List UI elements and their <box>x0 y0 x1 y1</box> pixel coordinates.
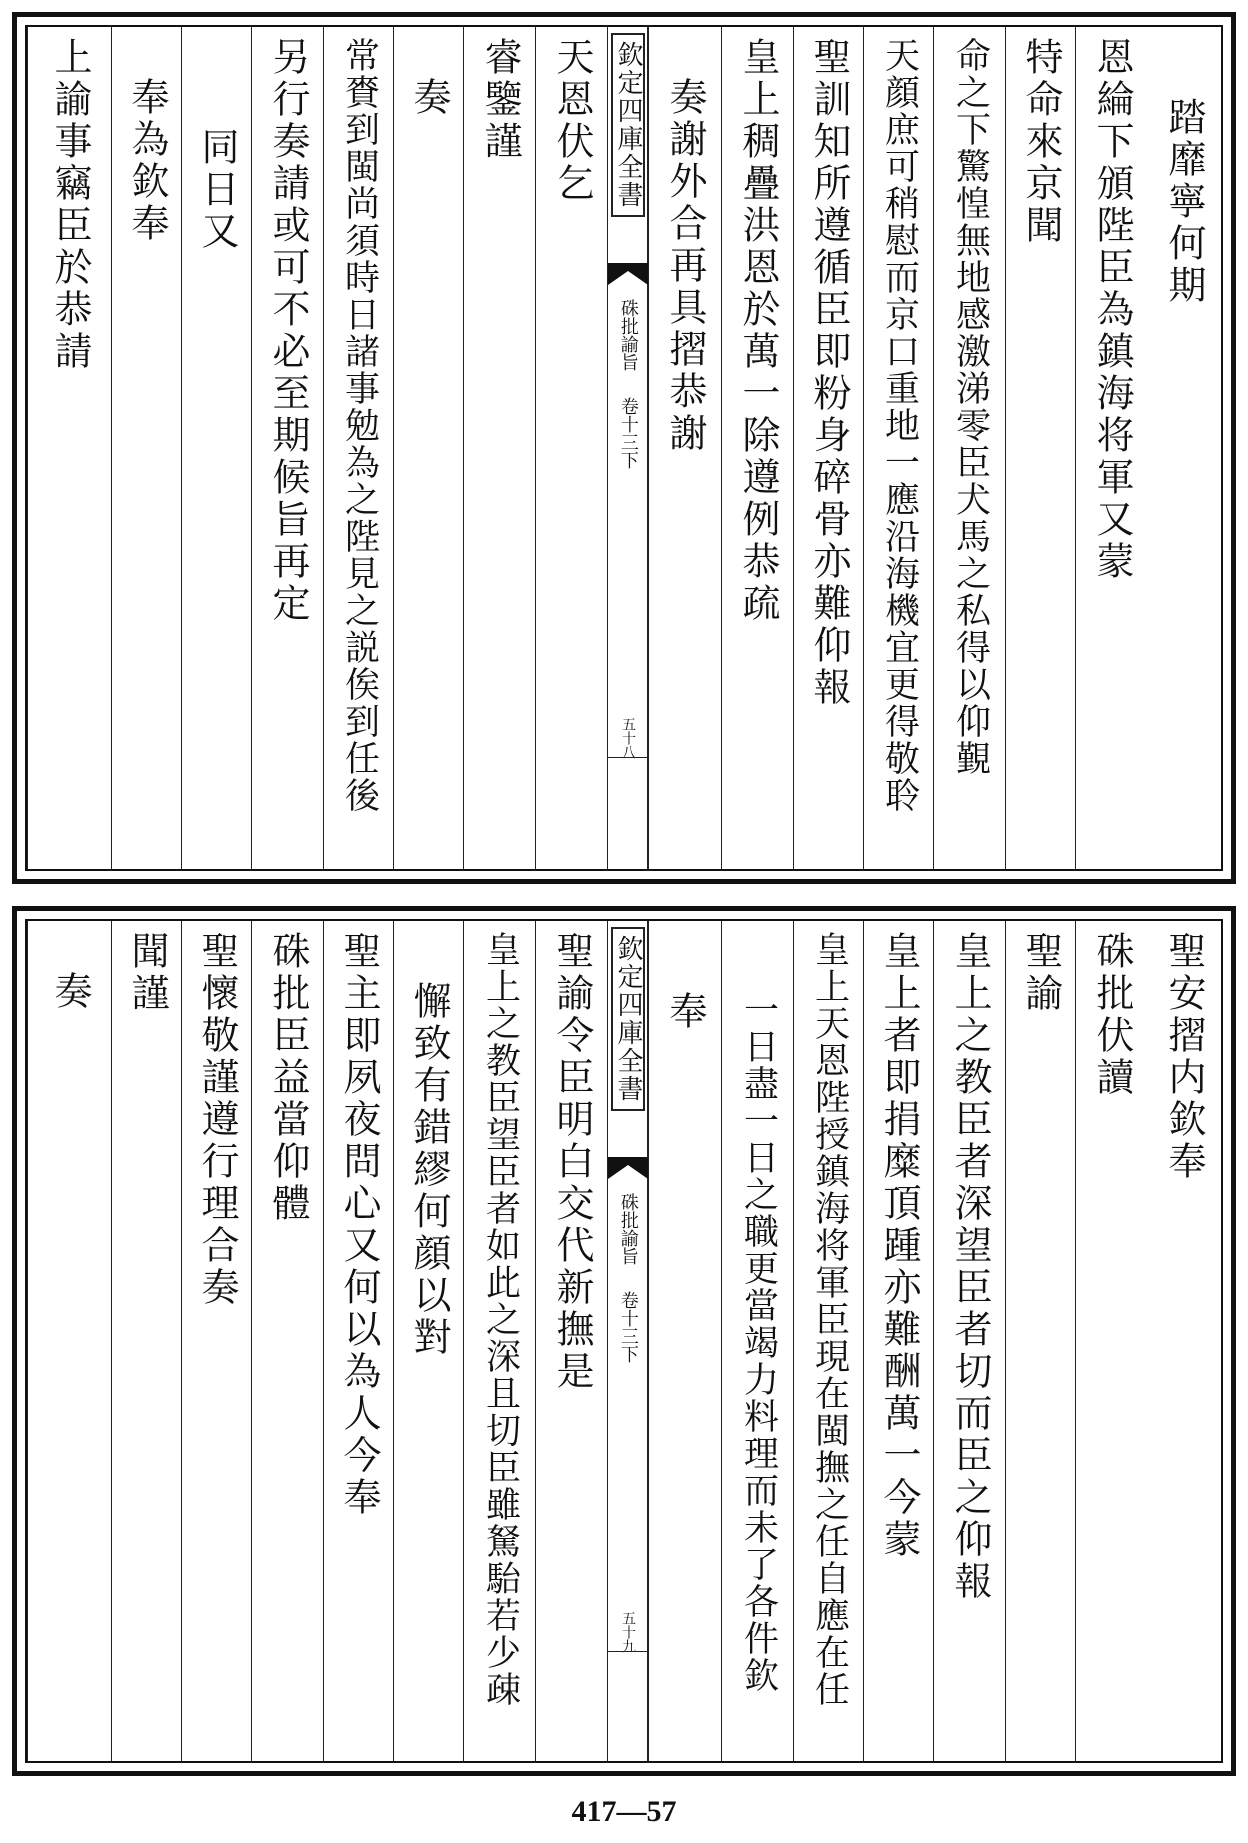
column-text: 奉為欽奉 <box>125 77 169 245</box>
column-text: 懈致有錯繆何顔以對 <box>407 981 451 1359</box>
column-12 <box>323 921 394 1761</box>
column-text: 聖主即夙夜問心又何以為人今奉 <box>337 931 381 1519</box>
column-2 <box>1075 27 1148 869</box>
column-text: 踏靡寧何期 <box>1162 97 1206 307</box>
column-6 <box>793 27 864 869</box>
column-text: 睿鑒謹 <box>478 37 522 163</box>
column-8 <box>647 921 722 1761</box>
column-text: 聖安摺内欽奉 <box>1162 931 1206 1183</box>
column-14 <box>181 27 252 869</box>
column-2 <box>1075 921 1148 1761</box>
volume-label: 卷十三下 <box>617 1291 639 1363</box>
column-6 <box>793 921 864 1761</box>
column-4 <box>933 27 1006 869</box>
column-14 <box>181 921 252 1761</box>
column-1 <box>1147 921 1221 1761</box>
column-text: 皇上之教臣者深望臣者切而臣之仰報 <box>948 931 992 1603</box>
column-11 <box>393 921 464 1761</box>
column-7 <box>721 27 794 869</box>
volume-label: 卷十三下 <box>617 397 639 469</box>
column-text: 聖訓知所遵循臣即粉身碎骨亦難仰報 <box>807 37 851 709</box>
column-1 <box>1147 27 1221 869</box>
column-text: 天顔庶可稍慰而京口重地一應沿海機宜更得敬聆 <box>879 37 920 814</box>
column-13 <box>251 921 324 1761</box>
column-text: 聖諭 <box>1019 931 1063 1015</box>
column-text: 皇上天恩陛授鎮海将軍臣現在閩撫之任自應在任 <box>809 931 850 1708</box>
column-text: 一日盡一日之職更當竭力料理而未了各件欽 <box>738 991 779 1694</box>
column-16 <box>27 27 112 869</box>
fish-tail-mark <box>608 263 648 285</box>
column-15 <box>111 921 182 1761</box>
column-text: 奏 <box>48 971 92 1013</box>
column-text: 皇上稠疊洪恩於萬一除遵例恭疏 <box>736 37 780 625</box>
column-text: 命之下驚惶無地感激涕零臣犬馬之私得以仰覲 <box>950 37 991 777</box>
column-5 <box>863 921 934 1761</box>
folio-number: 五十八 <box>620 717 636 759</box>
column-text: 奉 <box>663 991 707 1033</box>
column-12 <box>323 27 394 869</box>
column-text: 皇上者即捐糜頂踵亦難酬萬一今蒙 <box>877 931 921 1561</box>
column-text: 上諭事竊臣於恭請 <box>48 37 92 373</box>
column-text: 聞謹 <box>125 931 169 1015</box>
center-fold <box>607 27 649 869</box>
page-number: 417—57 <box>571 1795 677 1828</box>
column-9 <box>535 27 608 869</box>
center-fold <box>607 921 649 1761</box>
column-text: 聖諭令臣明白交代新撫是 <box>550 931 594 1393</box>
folio-number: 五十九 <box>620 1611 636 1653</box>
section-title: 硃批諭旨 <box>617 299 639 371</box>
column-text: 同日又 <box>195 127 239 253</box>
column-text: 另行奏請或可不必至期候旨再定 <box>266 37 310 625</box>
column-10 <box>463 27 536 869</box>
column-15 <box>111 27 182 869</box>
folio-rule <box>608 1651 648 1652</box>
column-4 <box>933 921 1006 1761</box>
column-16 <box>27 921 112 1761</box>
fish-tail-mark <box>608 1157 648 1179</box>
column-8 <box>647 27 722 869</box>
column-10 <box>463 921 536 1761</box>
column-text: 皇上之教臣望臣者如此之深且切臣雖駑駘若少疎 <box>480 931 521 1708</box>
column-text: 特命來京聞 <box>1019 37 1063 247</box>
top-page <box>12 12 1236 884</box>
book-title: 欽定四庫全書 <box>611 927 645 1111</box>
column-text: 奏謝外合再具摺恭謝 <box>663 77 707 455</box>
column-text: 硃批伏讀 <box>1090 931 1134 1099</box>
column-text: 恩綸下頒陛臣為鎮海将軍又蒙 <box>1090 37 1134 583</box>
folio-rule <box>608 757 648 758</box>
column-13 <box>251 27 324 869</box>
column-11 <box>393 27 464 869</box>
section-title: 硃批諭旨 <box>617 1193 639 1265</box>
book-title: 欽定四庫全書 <box>611 33 645 217</box>
column-9 <box>535 921 608 1761</box>
bottom-page <box>12 906 1236 1776</box>
column-3 <box>1005 921 1076 1761</box>
column-text: 硃批臣益當仰體 <box>266 931 310 1225</box>
column-text: 聖懷敬謹遵行理合奏 <box>195 931 239 1309</box>
column-text: 常賚到閩尚須時日諸事勉為之陛見之説俟到任後 <box>339 37 380 814</box>
column-7 <box>721 921 794 1761</box>
top-page-frame <box>25 25 1223 871</box>
column-text: 天恩伏乞 <box>550 37 594 205</box>
column-text: 奏 <box>407 77 451 119</box>
column-5 <box>863 27 934 869</box>
bottom-page-frame <box>25 919 1223 1763</box>
column-3 <box>1005 27 1076 869</box>
